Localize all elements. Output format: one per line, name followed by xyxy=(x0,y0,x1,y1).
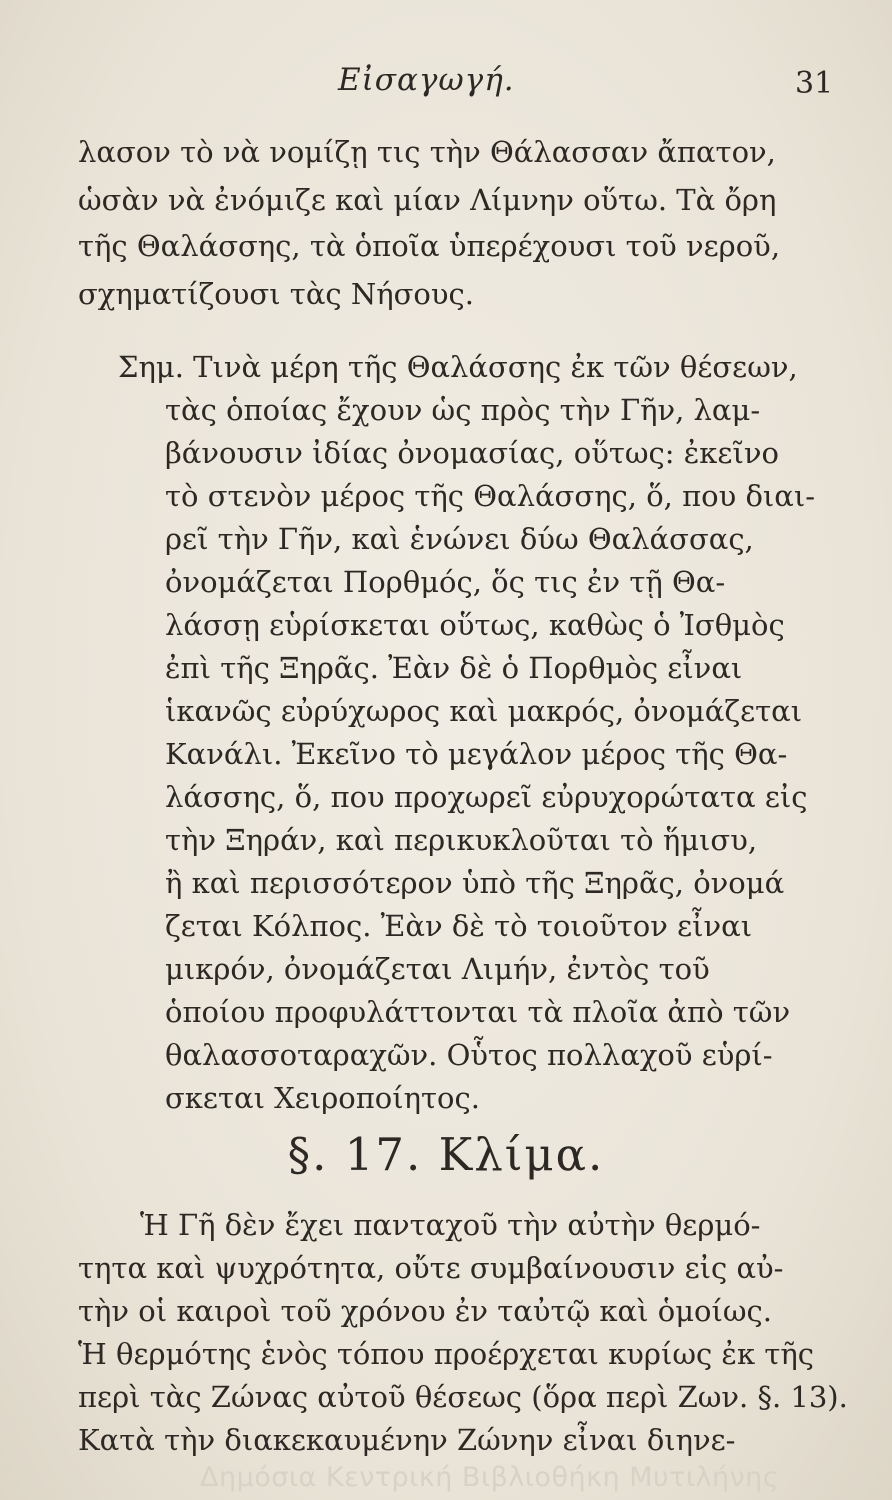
text-line: Ἡ θερμότης ἑνὸς τόπου προέρχεται κυρίως ἐκ τῆς xyxy=(78,1337,814,1371)
text-line: τητα καὶ ψυχρότητα, οὔτε συμβαίνουσιν εἰς αὐ- xyxy=(78,1251,784,1285)
text-line: ὁποίου προφυλάττονται τὰ πλοῖα ἀπὸ τῶν xyxy=(165,995,791,1029)
text-line: λάσσῃ εὑρίσκεται οὕτως, καθὼς ὁ Ἰσθμὸς xyxy=(165,608,785,642)
text-line: θαλασσοταραχῶν. Οὗτος πολλαχοῦ εὑρί- xyxy=(165,1038,773,1072)
page-title: Εἰσαγωγή. xyxy=(338,62,515,98)
library-watermark: Δημόσια Κεντρική Βιβλιοθήκη Μυτιλήνης xyxy=(200,1462,780,1493)
text-line: λασον τὸ νὰ νομίζῃ τις τὴν Θάλασσαν ἄπατον, xyxy=(78,135,776,169)
text-line: Κανάλι. Ἐκεῖνο τὸ μεγάλον μέρος τῆς Θα- xyxy=(165,737,788,771)
text-line: τὴν Ξηράν, καὶ περικυκλοῦται τὸ ἥμισυ, xyxy=(165,823,758,857)
text-line: Κατὰ τὴν διακεκαυμένην Ζώνην εἶναι διηνε- xyxy=(78,1423,736,1457)
text-line: τὰς ὁποίας ἔχουν ὡς πρὸς τὴν Γῆν, λαμ- xyxy=(165,393,761,427)
text-line: ἱκανῶς εὐρύχωρος καὶ μακρός, ὀνομάζεται xyxy=(165,694,803,728)
running-head xyxy=(0,62,892,112)
text-line: ἢ καὶ περισσότερον ὑπὸ τῆς Ξηρᾶς, ὀνομά xyxy=(165,866,785,900)
text-line: ὀνομάζεται Πορθμός, ὅς τις ἐν τῇ Θα- xyxy=(165,565,726,599)
section-heading: §. 17. Κλίμα. xyxy=(287,1128,605,1181)
text-line: ἐπὶ τῆς Ξηρᾶς. Ἐὰν δὲ ὁ Πορθμὸς εἶναι xyxy=(165,651,743,685)
text-line: τὴν οἱ καιροὶ τοῦ χρόνου ἐν ταὐτῷ καὶ ὁμοίως. xyxy=(78,1294,772,1328)
page-number: 31 xyxy=(795,66,834,101)
text-line: ζεται Κόλπος. Ἐὰν δὲ τὸ τοιοῦτον εἶναι xyxy=(165,909,753,943)
text-line: τὸ στενὸν μέρος τῆς Θαλάσσης, ὅ, που διαι- xyxy=(165,479,816,513)
text-line: ὡσὰν νὰ ἐνόμιζε καὶ μίαν Λίμνην οὕτω. Τὰ ὄρη xyxy=(78,183,777,217)
text-line: τῆς Θαλάσσης, τὰ ὁποῖα ὑπερέχουσι τοῦ νεροῦ, xyxy=(78,229,781,263)
text-line: περὶ τὰς Ζώνας αὐτοῦ θέσεως (ὅρα περὶ Ζων. §. 13). xyxy=(78,1380,848,1414)
text-line: Ἡ Γῆ δὲν ἔχει πανταχοῦ τὴν αὐτὴν θερμό- xyxy=(140,1208,761,1242)
text-line: Σημ. Τινὰ μέρη τῆς Θαλάσσης ἐκ τῶν θέσεων, xyxy=(118,350,798,384)
text-line: σχηματίζουσι τὰς Νήσους. xyxy=(78,277,474,311)
text-line: λάσσης, ὅ, που προχωρεῖ εὐρυχορώτατα εἰς xyxy=(165,780,808,814)
text-line: μικρόν, ὀνομάζεται Λιμήν, ἐντὸς τοῦ xyxy=(165,952,710,986)
text-line: σκεται Χειροποίητος. xyxy=(165,1081,480,1115)
text-line: ρεῖ τὴν Γῆν, καὶ ἑνώνει δύω Θαλάσσας, xyxy=(165,522,754,556)
text-line: βάνουσιν ἰδίας ὀνομασίας, οὕτως: ἐκεῖνο xyxy=(165,436,779,470)
